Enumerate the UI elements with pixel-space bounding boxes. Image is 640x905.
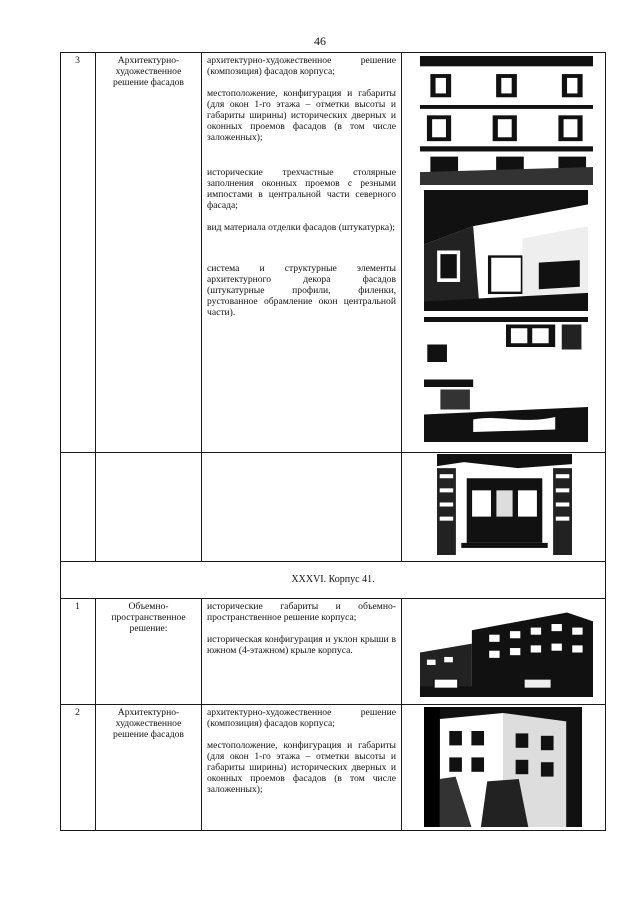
window-photo [424,190,588,311]
feature-item: архитектурно-художественное решение (композиция) фасадов корпуса; [207,707,396,729]
table-bottom-border [60,830,606,831]
column-divider [201,52,202,561]
table-right-border [605,52,606,831]
column-divider [201,598,202,831]
feature-name: Архитектурно-художественное решение фасадов [113,55,184,88]
feature-item: исторические габариты и объемно-пространственное решение корпуса; [207,601,396,623]
feature-name: Архитектурно-художественное решение фасадов [113,707,184,740]
architectural-decor-photo [424,317,588,442]
row-divider [60,452,606,453]
feature-description [207,55,396,318]
feature-item: архитектурно-художественное решение (композиция) фасадов корпуса; [207,55,396,77]
page-number: 46 [314,34,326,48]
table-top-border [60,52,606,53]
feature-item: историческая конфигурация и уклон крыши в южном (4-этажном) крыле корпуса. [207,634,396,656]
feature-item: система и структурные элементы архитектурного декора фасадов (штукатурные профили, филенки, рустованное обрамление окон центральной части). [207,263,396,318]
feature-item: местоположение, конфигурация и габариты (для окон 1-го этажа – отметки высоты и габариты ширины) исторических дверных и оконных проемов фасадов (в том числе заложенных); [207,740,396,795]
section-heading: XXXVI. Корпус 41. [291,574,375,585]
column-divider [95,598,96,831]
protected-features-table [60,52,606,831]
column-divider [95,52,96,561]
row-number: 2 [75,707,80,718]
window-closeup-photo [437,454,572,555]
row-divider [60,704,606,705]
column-divider [401,52,402,561]
row-divider [60,561,606,562]
row-number: 3 [75,55,80,66]
row-number: 1 [75,601,80,612]
feature-description [207,601,396,656]
facade-photo [420,56,593,185]
feature-item: вид материала отделки фасадов (штукатурка); [207,222,395,233]
row-divider [60,598,606,599]
facade-photo [424,707,582,827]
feature-item: местоположение, конфигурация и габариты (для окон 1-го этажа – отметки высоты и габариты ширины) исторических дверных и оконных проемов фасадов (в том числе заложенных); [207,88,396,143]
feature-item: исторические трехчастные столярные заполнения оконных проемов с резными импостами в центральной части северного фасада; [207,167,396,211]
feature-description [207,707,396,795]
building-photo [420,608,593,697]
feature-name: Объемно-пространственное решение: [111,601,186,634]
column-divider [401,598,402,831]
